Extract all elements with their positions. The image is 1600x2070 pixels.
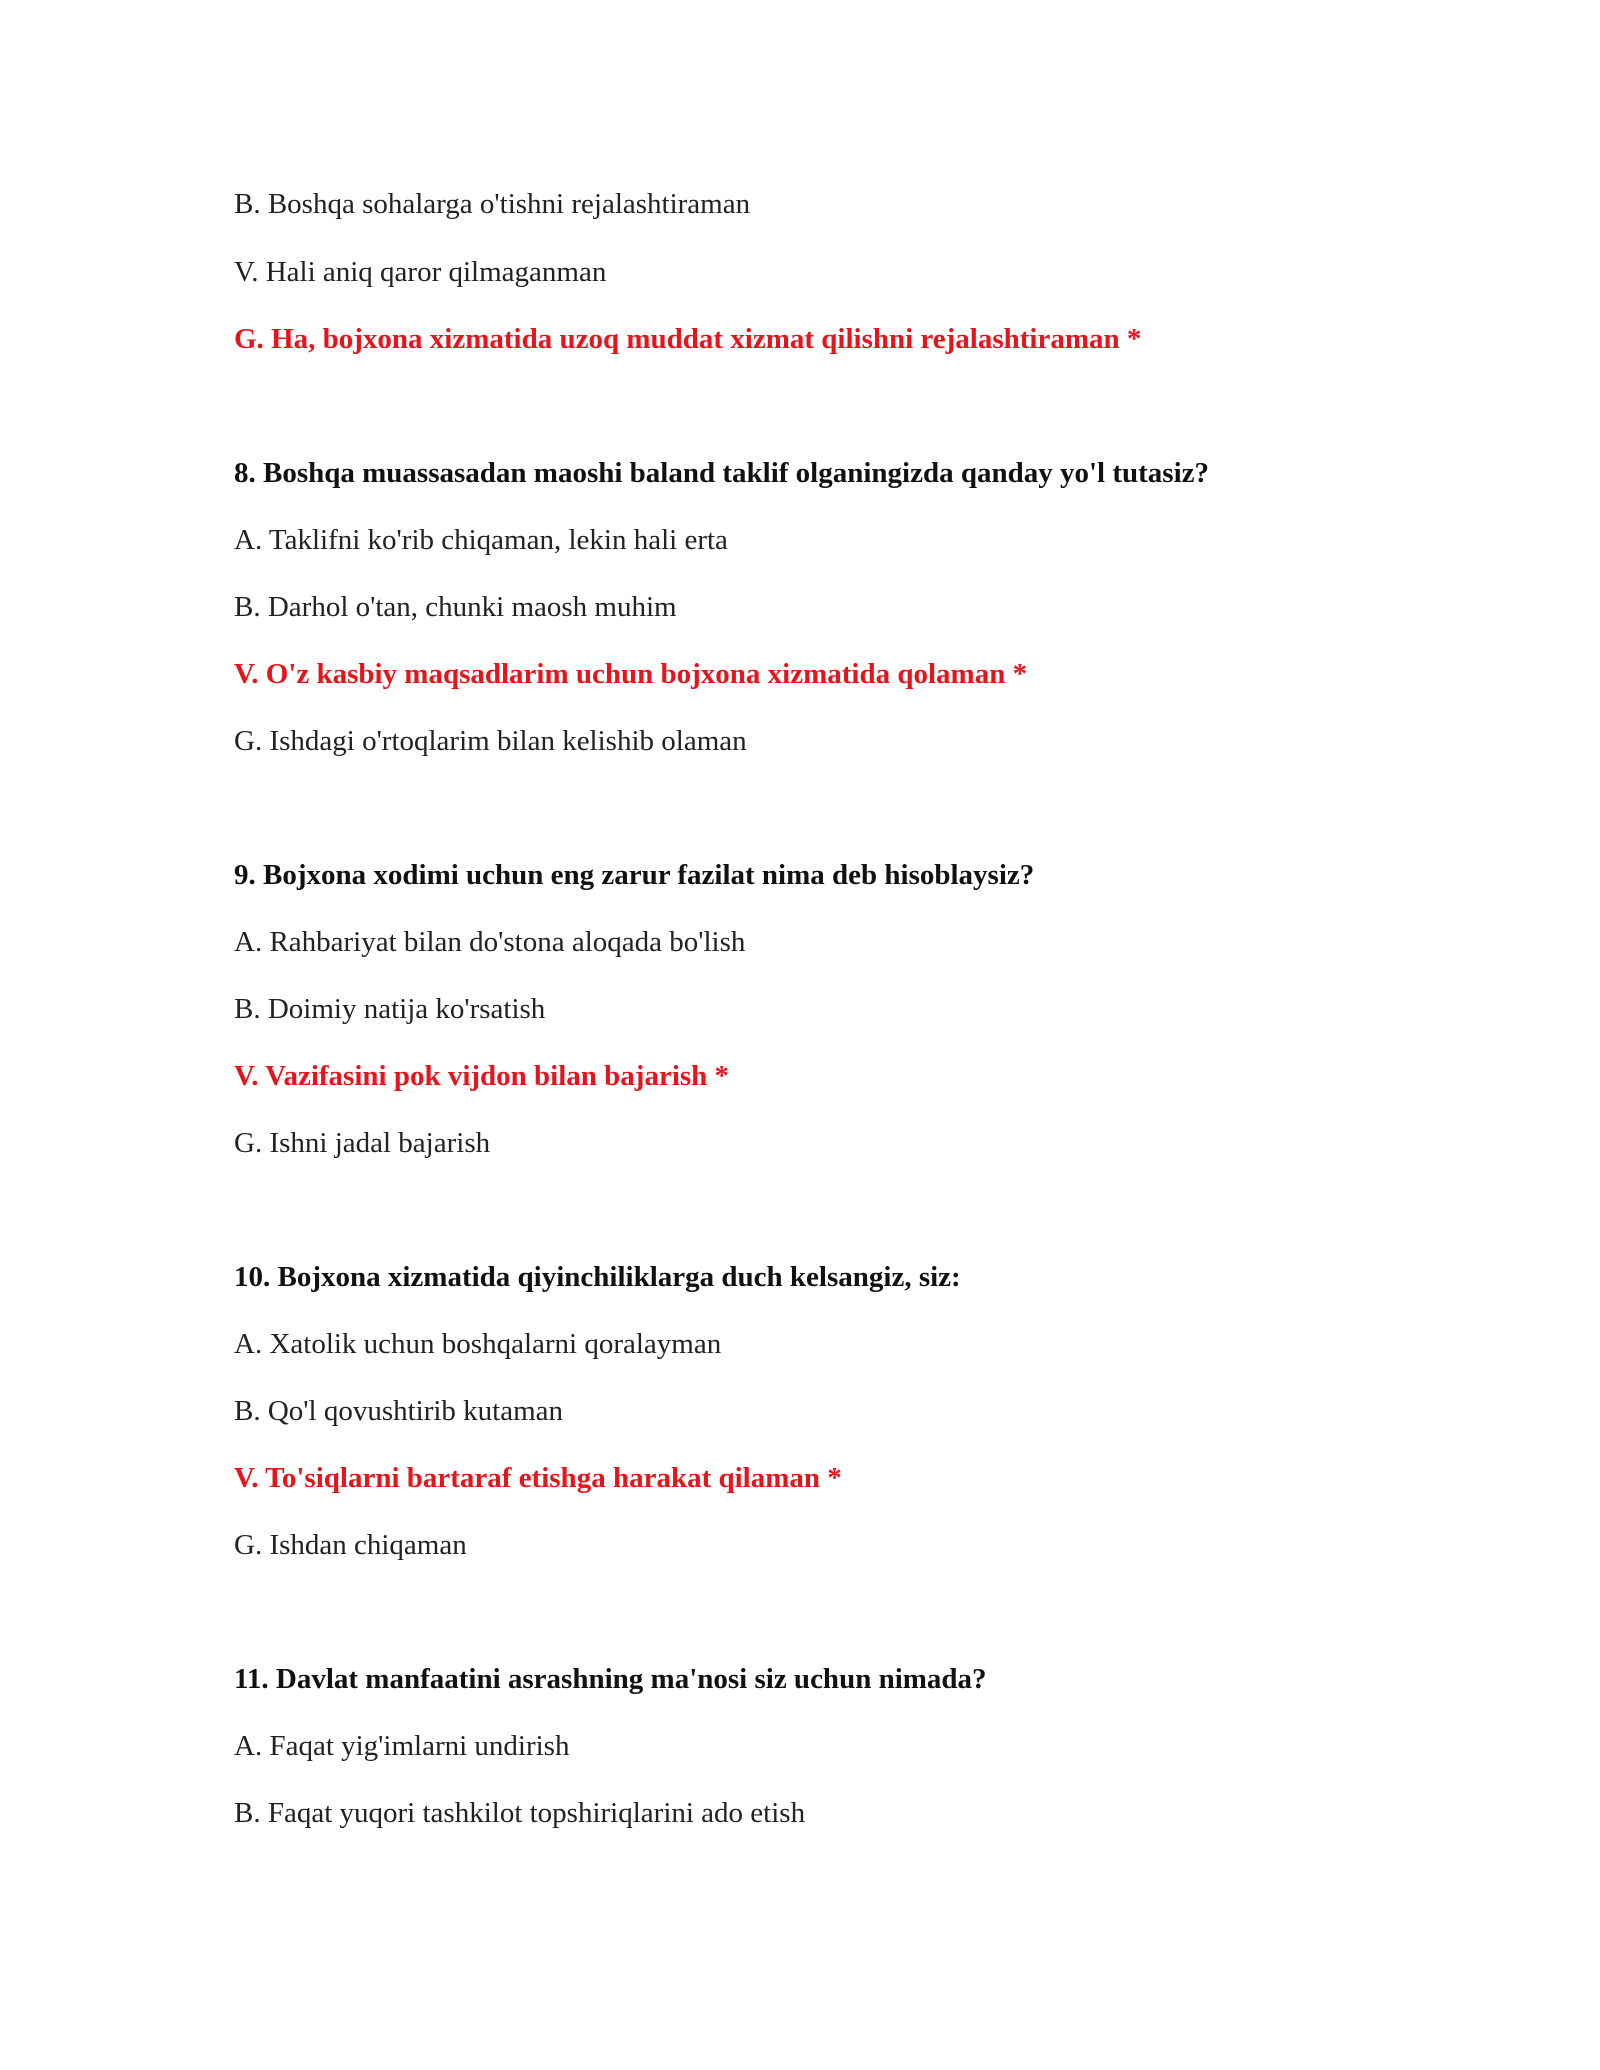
correct-answer-option: V. Vazifasini pok vijdon bilan bajarish *	[234, 1060, 730, 1092]
answer-option: B. Boshqa sohalarga o'tishni rejalashtiraman	[234, 188, 751, 220]
correct-answer-option: V. To'siqlarni bartaraf etishga harakat qilaman *	[234, 1462, 842, 1494]
correct-answer-option: G. Ha, bojxona xizmatida uzoq muddat xizmat qilishni rejalashtiraman *	[234, 323, 1142, 355]
answer-option: A. Rahbariyat bilan do'stona aloqada bo'lish	[234, 926, 746, 958]
question-heading: 10. Bojxona xizmatida qiyinchiliklarga duch kelsangiz, siz:	[234, 1261, 961, 1293]
answer-option: B. Doimiy natija ko'rsatish	[234, 993, 546, 1025]
answer-option: G. Ishni jadal bajarish	[234, 1127, 491, 1159]
answer-option: A. Xatolik uchun boshqalarni qoralayman	[234, 1328, 722, 1360]
answer-option: B. Faqat yuqori tashkilot topshiriqlarini ado etish	[234, 1797, 806, 1829]
answer-option: V. Hali aniq qaror qilmaganman	[234, 256, 607, 288]
question-heading: 11. Davlat manfaatini asrashning ma'nosi siz uchun nimada?	[234, 1663, 987, 1695]
answer-option: G. Ishdagi o'rtoqlarim bilan kelishib olaman	[234, 725, 747, 757]
correct-answer-option: V. O'z kasbiy maqsadlarim uchun bojxona xizmatida qolaman *	[234, 658, 1028, 690]
answer-option: B. Qo'l qovushtirib kutaman	[234, 1395, 564, 1427]
answer-option: B. Darhol o'tan, chunki maosh muhim	[234, 591, 677, 623]
answer-option: A. Faqat yig'imlarni undirish	[234, 1730, 570, 1762]
question-heading: 8. Boshqa muassasadan maoshi baland taklif olganingizda qanday yo'l tutasiz?	[234, 457, 1209, 489]
question-heading: 9. Bojxona xodimi uchun eng zarur fazilat nima deb hisoblaysiz?	[234, 859, 1035, 891]
answer-option: A. Taklifni ko'rib chiqaman, lekin hali erta	[234, 524, 728, 556]
answer-option: G. Ishdan chiqaman	[234, 1529, 467, 1561]
